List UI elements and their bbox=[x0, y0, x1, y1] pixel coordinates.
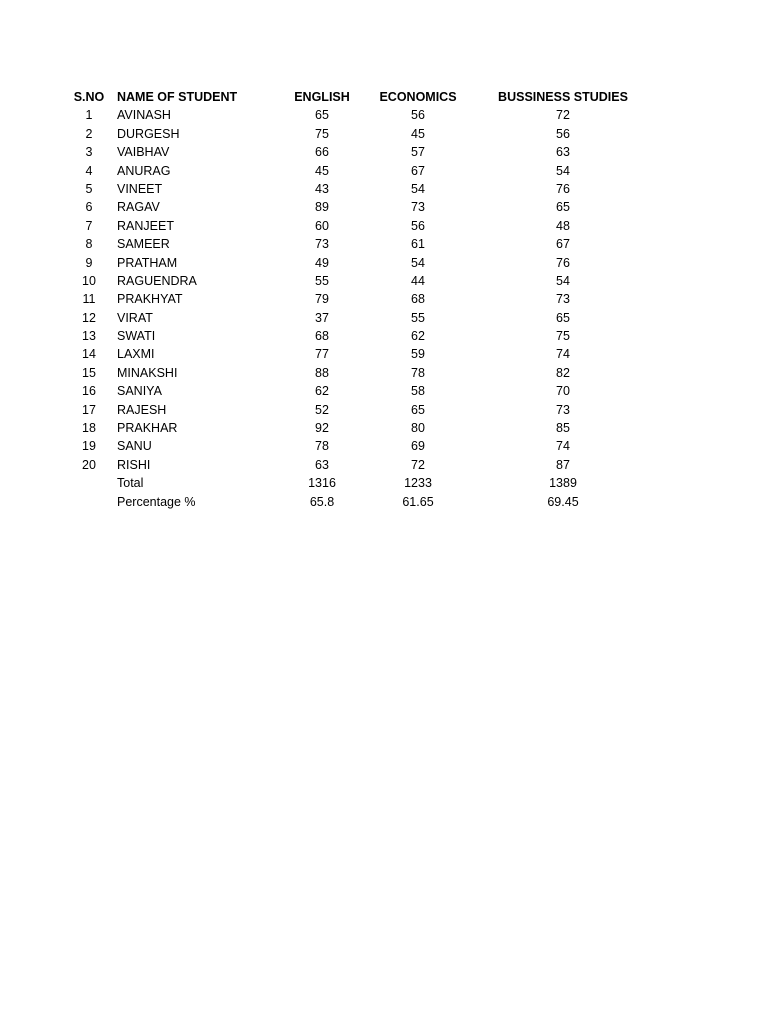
cell-sno: 19 bbox=[82, 439, 96, 454]
table-row bbox=[0, 106, 768, 124]
cell-english: 65 bbox=[315, 108, 329, 123]
cell-sno: 1 bbox=[85, 108, 93, 123]
cell-english: 79 bbox=[315, 292, 329, 307]
total-economics: 1233 bbox=[404, 476, 432, 491]
cell-sno: 11 bbox=[82, 292, 96, 307]
cell-sno: 16 bbox=[82, 384, 96, 399]
table-row bbox=[0, 327, 768, 345]
cell-business-studies: 65 bbox=[556, 200, 570, 215]
table-row bbox=[0, 345, 768, 363]
cell-business-studies: 54 bbox=[556, 273, 570, 288]
cell-economics: 73 bbox=[411, 200, 425, 215]
table-row bbox=[0, 419, 768, 437]
cell-student-name: SANIYA bbox=[117, 384, 162, 399]
table-row bbox=[0, 162, 768, 180]
cell-english: 88 bbox=[315, 365, 329, 380]
cell-sno: 8 bbox=[85, 237, 93, 252]
cell-economics: 57 bbox=[411, 145, 425, 160]
table-row bbox=[0, 290, 768, 308]
cell-economics: 55 bbox=[411, 310, 425, 325]
header-economics: ECONOMICS bbox=[379, 90, 457, 104]
total-label: Total bbox=[117, 476, 144, 491]
cell-economics: 72 bbox=[411, 457, 425, 472]
cell-english: 60 bbox=[315, 218, 329, 233]
table-row bbox=[0, 235, 768, 253]
cell-english: 66 bbox=[315, 145, 329, 160]
cell-english: 73 bbox=[315, 237, 329, 252]
cell-student-name: DURGESH bbox=[117, 126, 180, 141]
cell-student-name: AVINASH bbox=[117, 108, 171, 123]
cell-business-studies: 63 bbox=[556, 145, 570, 160]
table-row bbox=[0, 254, 768, 272]
header-sno: S.NO bbox=[73, 90, 105, 104]
table-row bbox=[0, 180, 768, 198]
table-row bbox=[0, 437, 768, 455]
total-row bbox=[0, 474, 768, 492]
cell-business-studies: 67 bbox=[556, 237, 570, 252]
cell-business-studies: 48 bbox=[556, 218, 570, 233]
table-row bbox=[0, 125, 768, 143]
cell-economics: 58 bbox=[411, 384, 425, 399]
cell-sno: 15 bbox=[82, 365, 96, 380]
cell-student-name: RAJESH bbox=[117, 402, 167, 417]
cell-english: 68 bbox=[315, 329, 329, 344]
percentage-economics: 61.65 bbox=[402, 494, 434, 509]
cell-economics: 54 bbox=[411, 255, 425, 270]
cell-business-studies: 56 bbox=[556, 126, 570, 141]
cell-english: 89 bbox=[315, 200, 329, 215]
cell-student-name: RANJEET bbox=[117, 218, 174, 233]
table-header-row bbox=[0, 88, 768, 106]
cell-english: 75 bbox=[315, 126, 329, 141]
cell-business-studies: 87 bbox=[556, 457, 570, 472]
cell-sno: 9 bbox=[85, 255, 93, 270]
percentage-business-studies: 69.45 bbox=[547, 494, 579, 509]
cell-sno: 5 bbox=[85, 181, 93, 196]
cell-english: 77 bbox=[315, 347, 329, 362]
cell-student-name: LAXMI bbox=[117, 347, 155, 362]
cell-english: 63 bbox=[315, 457, 329, 472]
cell-business-studies: 73 bbox=[556, 292, 570, 307]
cell-english: 45 bbox=[315, 163, 329, 178]
cell-business-studies: 73 bbox=[556, 402, 570, 417]
cell-student-name: PRAKHAR bbox=[117, 421, 178, 436]
cell-sno: 14 bbox=[82, 347, 96, 362]
cell-business-studies: 74 bbox=[556, 347, 570, 362]
cell-economics: 44 bbox=[411, 273, 425, 288]
total-english: 1316 bbox=[308, 476, 336, 491]
cell-economics: 65 bbox=[411, 402, 425, 417]
cell-business-studies: 72 bbox=[556, 108, 570, 123]
cell-english: 43 bbox=[315, 181, 329, 196]
cell-english: 49 bbox=[315, 255, 329, 270]
cell-sno: 3 bbox=[85, 145, 93, 160]
cell-economics: 62 bbox=[411, 329, 425, 344]
table-row bbox=[0, 217, 768, 235]
cell-student-name: ANURAG bbox=[117, 163, 171, 178]
cell-sno: 2 bbox=[85, 126, 93, 141]
cell-sno: 13 bbox=[82, 329, 96, 344]
cell-student-name: SAMEER bbox=[117, 237, 170, 252]
cell-economics: 59 bbox=[411, 347, 425, 362]
header-business-studies: BUSSINESS STUDIES bbox=[498, 90, 628, 104]
table-row bbox=[0, 143, 768, 161]
table-row bbox=[0, 401, 768, 419]
cell-economics: 78 bbox=[411, 365, 425, 380]
table-row bbox=[0, 456, 768, 474]
cell-student-name: MINAKSHI bbox=[117, 365, 178, 380]
cell-english: 78 bbox=[315, 439, 329, 454]
cell-student-name: PRAKHYAT bbox=[117, 292, 183, 307]
cell-sno: 17 bbox=[82, 402, 96, 417]
cell-sno: 18 bbox=[82, 421, 96, 436]
table-row bbox=[0, 382, 768, 400]
cell-student-name: PRATHAM bbox=[117, 255, 178, 270]
cell-student-name: VINEET bbox=[117, 181, 163, 196]
cell-english: 52 bbox=[315, 402, 329, 417]
cell-economics: 69 bbox=[411, 439, 425, 454]
cell-economics: 67 bbox=[411, 163, 425, 178]
table-row bbox=[0, 364, 768, 382]
cell-student-name: RAGUENDRA bbox=[117, 273, 197, 288]
cell-student-name: VAIBHAV bbox=[117, 145, 170, 160]
cell-business-studies: 65 bbox=[556, 310, 570, 325]
percentage-label: Percentage % bbox=[117, 494, 196, 509]
table-row bbox=[0, 309, 768, 327]
cell-business-studies: 54 bbox=[556, 163, 570, 178]
cell-sno: 12 bbox=[82, 310, 96, 325]
cell-english: 55 bbox=[315, 273, 329, 288]
cell-student-name: SANU bbox=[117, 439, 152, 454]
cell-business-studies: 82 bbox=[556, 365, 570, 380]
cell-economics: 45 bbox=[411, 126, 425, 141]
cell-student-name: RAGAV bbox=[117, 200, 160, 215]
cell-sno: 10 bbox=[82, 273, 96, 288]
table-body bbox=[0, 106, 768, 474]
cell-business-studies: 76 bbox=[556, 181, 570, 196]
percentage-row bbox=[0, 493, 768, 511]
table-row bbox=[0, 272, 768, 290]
cell-business-studies: 74 bbox=[556, 439, 570, 454]
cell-student-name: RISHI bbox=[117, 457, 151, 472]
cell-economics: 61 bbox=[411, 237, 425, 252]
cell-sno: 4 bbox=[85, 163, 93, 178]
cell-economics: 80 bbox=[411, 421, 425, 436]
cell-economics: 56 bbox=[411, 218, 425, 233]
cell-english: 37 bbox=[315, 310, 329, 325]
cell-student-name: VIRAT bbox=[117, 310, 153, 325]
header-name: NAME OF STUDENT bbox=[117, 90, 238, 104]
cell-economics: 68 bbox=[411, 292, 425, 307]
cell-english: 92 bbox=[315, 421, 329, 436]
cell-economics: 56 bbox=[411, 108, 425, 123]
cell-business-studies: 75 bbox=[556, 329, 570, 344]
cell-economics: 54 bbox=[411, 181, 425, 196]
cell-business-studies: 85 bbox=[556, 421, 570, 436]
cell-business-studies: 70 bbox=[556, 384, 570, 399]
cell-student-name: SWATI bbox=[117, 329, 156, 344]
header-english: ENGLISH bbox=[294, 90, 350, 104]
table-row bbox=[0, 198, 768, 216]
total-business-studies: 1389 bbox=[549, 476, 577, 491]
cell-business-studies: 76 bbox=[556, 255, 570, 270]
cell-english: 62 bbox=[315, 384, 329, 399]
marks-table bbox=[0, 88, 768, 511]
cell-sno: 7 bbox=[85, 218, 93, 233]
percentage-english: 65.8 bbox=[309, 494, 335, 509]
cell-sno: 6 bbox=[85, 200, 93, 215]
cell-sno: 20 bbox=[82, 457, 96, 472]
